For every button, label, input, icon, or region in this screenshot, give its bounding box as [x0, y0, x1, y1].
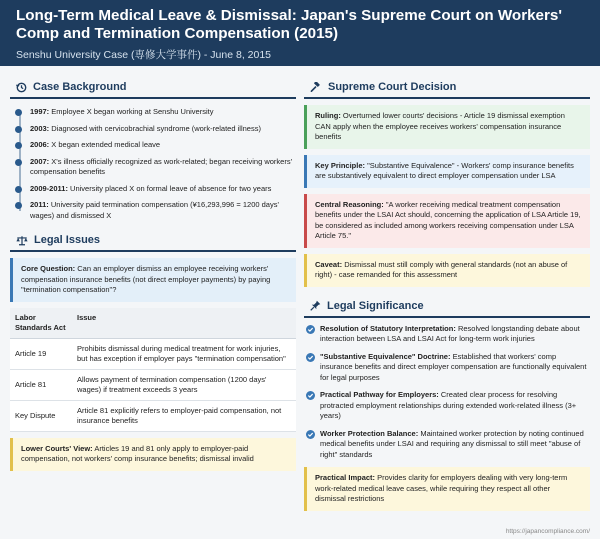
- scale-icon: [16, 235, 28, 246]
- timeline-dot: [15, 126, 22, 133]
- case-background-title: Case Background: [33, 81, 127, 93]
- significance-item: [304, 390, 590, 422]
- check-circle-icon: [306, 353, 315, 362]
- central-reasoning-label: Central Reasoning:: [315, 199, 384, 209]
- table-header-row: [10, 308, 296, 339]
- gavel-icon: [310, 82, 322, 93]
- legal-significance-title: Legal Significance: [327, 299, 424, 312]
- timeline-dot: [15, 186, 22, 193]
- timeline-dot: [15, 142, 22, 149]
- key-principle-text: "Substantive Equivalence" - Workers' comp insurance benefits are substantively equivalent to direct employer compensation under LSA: [315, 160, 574, 180]
- significance-item: [304, 429, 590, 461]
- table-row: [10, 338, 296, 369]
- significance-item: [304, 324, 590, 345]
- page-subtitle: Senshu University Case (専修大学事件) - June 8, 2015: [16, 49, 272, 61]
- timeline-item: [30, 200, 296, 221]
- ruling-text: Overturned lower courts' decisions - Article 19 dismissal exemption CAN apply when the employee receives workers' compensation insurance benefits: [315, 111, 565, 141]
- timeline-text: Diagnosed with cervicobrachial syndrome (work-related illness): [51, 123, 261, 133]
- practical-impact-text: Provides clarity for employers dealing with very long-term work-related medical leave cases, while requiring they respect all other dismissal restrictions: [315, 473, 568, 503]
- ruling-label: Ruling:: [315, 111, 341, 120]
- legal-significance-heading: [304, 293, 590, 318]
- timeline-text: University paid termination compensation (¥16,293,996 = 1200 days' wages) and dismissed X: [30, 200, 279, 220]
- caveat-label: Caveat:: [315, 259, 343, 269]
- practical-impact-label: Practical Impact:: [315, 473, 376, 482]
- right-column: [304, 74, 590, 517]
- core-question-text: Can an employer dismiss an employee receiving workers' compensation insurance benefits (not direct employer payments) by paying "termination compensation"?: [21, 264, 271, 294]
- supreme-court-heading: [304, 74, 590, 99]
- timeline-dot: [15, 202, 22, 209]
- header: [0, 0, 600, 66]
- legal-issues-title: Legal Issues: [34, 234, 101, 246]
- practical-impact-box: [304, 467, 590, 511]
- case-background-heading: [10, 74, 296, 99]
- column-header: Issue: [72, 308, 296, 339]
- lower-courts-label: Lower Courts' View:: [21, 443, 93, 453]
- timeline-text: Employee X began working at Senshu University: [51, 107, 214, 116]
- significance-label: Worker Protection Balance:: [320, 428, 419, 438]
- timeline-item: [30, 124, 296, 135]
- central-reasoning-text: "A worker receiving medical treatment compensation benefits under the LSAI Act should, concerning the application of LSA Article 19, be considered as included among workers receiving compensation under LSA Article 75.": [315, 199, 581, 240]
- timeline-year: 2007:: [30, 156, 50, 166]
- timeline-dot: [15, 109, 22, 116]
- page-body: [0, 66, 600, 539]
- lower-courts-box: [10, 438, 296, 471]
- table-cell: Key Dispute: [10, 400, 72, 431]
- timeline: [10, 105, 296, 221]
- table-cell: Article 81 explicitly refers to employer-paid compensation, not insurance benefits: [72, 400, 296, 431]
- timeline-year: 2003:: [30, 123, 50, 133]
- table-row: [10, 369, 296, 400]
- footer-url: https://japancompliance.com/: [505, 528, 590, 535]
- timeline-item: [30, 157, 296, 178]
- lower-courts-text: Articles 19 and 81 only apply to employer-paid compensation, not workers' comp insurance benefits; dismissal invalid: [21, 443, 254, 463]
- timeline-item: [30, 140, 296, 151]
- core-question-box: [10, 258, 296, 302]
- history-icon: [16, 82, 27, 93]
- timeline-item: [30, 184, 296, 195]
- page-title: Long-Term Medical Leave & Dismissal: Japan's Supreme Court on Workers' Comp and Termination Compensation (2015): [16, 7, 562, 42]
- pin-icon: [310, 300, 321, 311]
- timeline-year: 2011:: [30, 200, 49, 209]
- legal-issues-heading: [10, 227, 296, 252]
- significance-item: [304, 352, 590, 384]
- significance-text: Resolved longstanding debate about interaction between LSA and LSAI Act for long-term work injuries: [320, 323, 580, 343]
- key-principle-label: Key Principle:: [315, 160, 366, 170]
- check-circle-icon: [306, 430, 315, 439]
- timeline-dot: [15, 159, 22, 166]
- central-reasoning-box: [304, 194, 590, 248]
- check-circle-icon: [306, 391, 315, 400]
- significance-text: Created clear process for resolving protracted employment relationships during extended work-related illness (3+ years): [320, 390, 577, 420]
- timeline-year: 1997:: [30, 107, 50, 116]
- significance-text: Established that workers' comp insurance benefits and direct employer compensation are functionally equivalent for legal purposes: [320, 351, 587, 382]
- column-header: Labor Standards Act: [10, 308, 72, 339]
- significance-label: Practical Pathway for Employers:: [320, 390, 439, 399]
- significance-label: Resolution of Statutory Interpretation:: [320, 323, 456, 333]
- table-cell: Article 81: [10, 369, 72, 400]
- timeline-year: 2009-2011:: [30, 183, 68, 193]
- core-question-label: Core Question:: [21, 264, 76, 273]
- left-column: [10, 74, 296, 477]
- ruling-box: [304, 105, 590, 149]
- supreme-court-title: Supreme Court Decision: [328, 81, 457, 93]
- check-circle-icon: [306, 325, 315, 334]
- caveat-text: Dismissal must still comply with general standards (not an abuse of right) - case remanded for this assessment: [315, 259, 568, 279]
- table-row: [10, 400, 296, 431]
- significance-label: "Substantive Equivalence" Doctrine:: [320, 351, 451, 361]
- key-principle-box: [304, 155, 590, 188]
- timeline-year: 2006:: [30, 140, 50, 149]
- issues-table: [10, 308, 296, 432]
- significance-text: Maintained worker protection by noting continued medical benefits under LSAI and requiring any dismissal to still meet "abuse of right" standards: [320, 428, 584, 459]
- timeline-text: X's illness officially recognized as work-related; began receiving workers' compensation benefits: [30, 156, 293, 176]
- table-cell: Allows payment of termination compensation (1200 days' wages) if treatment exceeds 3 years: [72, 369, 296, 400]
- caveat-box: [304, 254, 590, 287]
- timeline-text: University placed X on formal leave of absence for two years: [70, 183, 272, 193]
- timeline-text: X began extended medical leave: [51, 140, 161, 149]
- timeline-item: [30, 107, 296, 118]
- table-cell: Article 19: [10, 338, 72, 369]
- table-cell: Prohibits dismissal during medical treatment for work injuries, but has exception if employer pays "termination compensation": [72, 338, 296, 369]
